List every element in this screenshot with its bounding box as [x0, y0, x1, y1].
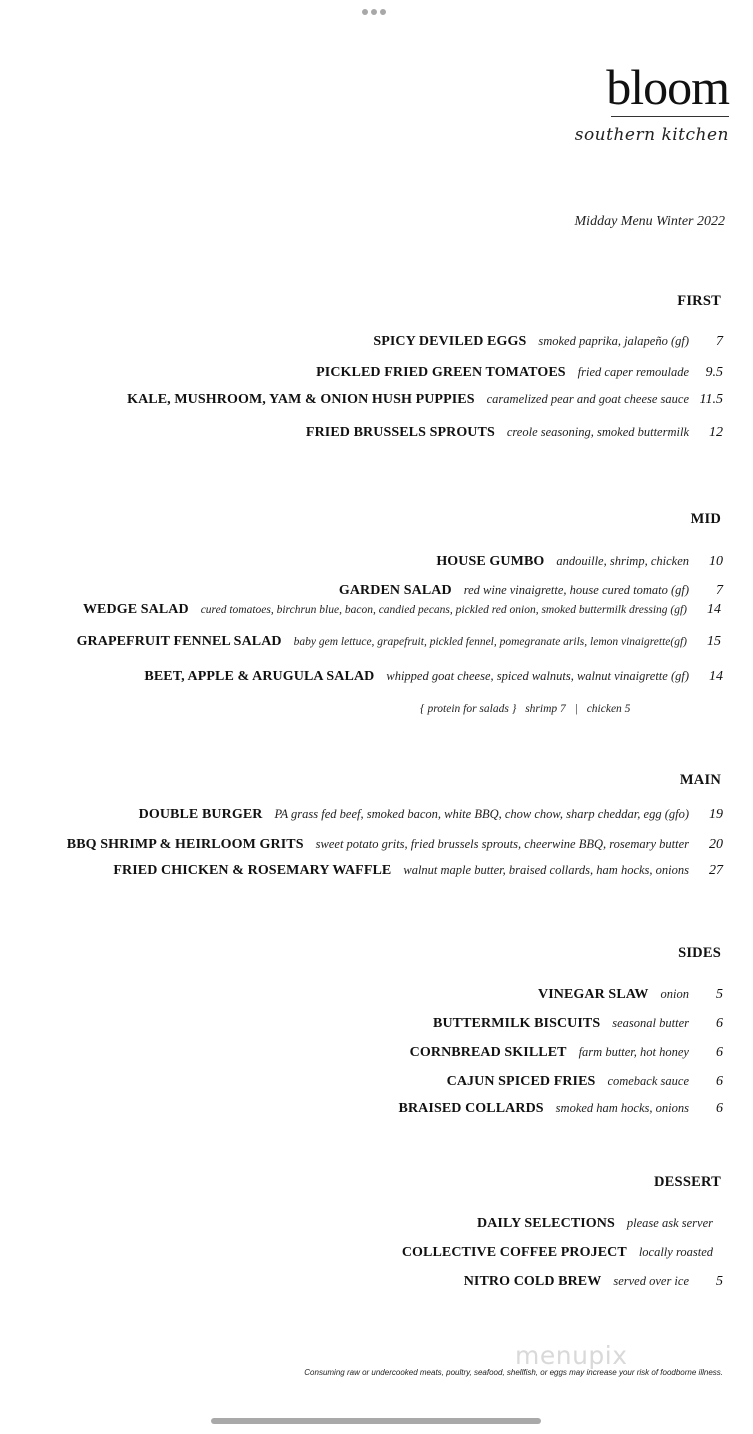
menu-item	[399, 1101, 723, 1117]
item-name: PICKLED FRIED GREEN TOMATOES	[316, 365, 566, 380]
item-price: 6	[716, 1016, 723, 1031]
item-description: please ask server	[626, 1216, 713, 1230]
item-price: 5	[716, 1274, 723, 1289]
menu-item	[477, 1216, 723, 1232]
dot	[362, 9, 368, 15]
menu-item	[113, 863, 723, 879]
item-name: FRIED BRUSSELS SPROUTS	[305, 425, 495, 440]
item-description: sweet potato grits, fried brussels sprouts, cheerwine BBQ, rosemary butter	[315, 837, 689, 851]
item-price: 27	[709, 863, 723, 878]
item-price: 5	[716, 987, 723, 1002]
protein-note-shrimp: shrimp 7	[525, 703, 566, 715]
item-name: DOUBLE BURGER	[138, 807, 263, 822]
item-name: HOUSE GUMBO	[436, 554, 545, 569]
menu-item	[436, 554, 723, 570]
item-description: creole seasoning, smoked buttermilk	[506, 425, 689, 439]
item-description: farm butter, hot honey	[578, 1045, 689, 1059]
menu-item	[316, 365, 723, 381]
brand-rule	[611, 116, 729, 117]
item-name: NITRO COLD BREW	[463, 1274, 602, 1289]
item-name: BUTTERMILK BISCUITS	[433, 1016, 601, 1031]
item-description: smoked ham hocks, onions	[555, 1101, 689, 1115]
watermark: menupix	[515, 1341, 628, 1370]
menu-item	[464, 1274, 723, 1290]
item-price: 10	[709, 554, 723, 569]
menu-item	[306, 425, 723, 441]
item-price: 7	[716, 583, 723, 598]
protein-note-label: { protein for salads }	[420, 703, 517, 715]
item-price: 14	[707, 602, 721, 617]
item-name: CAJUN SPICED FRIES	[446, 1074, 596, 1089]
item-name: COLLECTIVE COFFEE PROJECT	[401, 1245, 627, 1260]
item-description: served over ice	[613, 1274, 689, 1288]
section-title-first: FIRST	[677, 293, 721, 309]
section-title-dessert: DESSERT	[654, 1174, 721, 1190]
section-title-sides: SIDES	[678, 945, 721, 961]
brand-tagline: southern kitchen	[574, 125, 729, 145]
item-price: 11.5	[699, 392, 723, 407]
menu-item	[410, 1045, 723, 1061]
item-description: onion	[660, 987, 689, 1001]
item-name: BRAISED COLLARDS	[398, 1101, 544, 1116]
item-description: red wine vinaigrette, house cured tomato (gf)	[463, 583, 689, 597]
menu-item	[402, 1245, 723, 1261]
item-name: BBQ SHRIMP & HEIRLOOM GRITS	[66, 837, 304, 852]
more-options-icon[interactable]	[362, 9, 386, 15]
protein-note	[420, 703, 636, 715]
menu-item	[67, 837, 723, 853]
menu-item	[83, 602, 721, 618]
brand-logo	[575, 60, 729, 145]
brand-name: bloom	[606, 59, 729, 115]
menu-item	[339, 583, 723, 599]
item-price: 7	[716, 334, 723, 349]
item-name: WEDGE SALAD	[82, 602, 189, 617]
section-title-main: MAIN	[679, 772, 721, 788]
item-name: GRAPEFRUIT FENNEL SALAD	[76, 634, 282, 649]
item-description: fried caper remoulade	[577, 365, 689, 379]
menu-item	[77, 634, 721, 650]
item-description: baby gem lettuce, grapefruit, pickled fennel, pomegranate arils, lemon vinaigrette(gf)	[293, 636, 687, 648]
item-name: KALE, MUSHROOM, YAM & ONION HUSH PUPPIES	[127, 392, 475, 407]
menu-item	[139, 807, 723, 823]
item-description: walnut maple butter, braised collards, ham hocks, onions	[403, 863, 689, 877]
menu-item	[373, 334, 723, 350]
item-description: cured tomatoes, birchrun blue, bacon, candied pecans, pickled red onion, smoked buttermilk dressing (gf)	[200, 604, 687, 616]
protein-note-chicken: chicken 5	[586, 703, 631, 715]
item-name: SPICY DEVILED EGGS	[373, 334, 527, 349]
item-price: 6	[716, 1074, 723, 1089]
item-price: 19	[709, 807, 723, 822]
section-title-mid: MID	[690, 511, 721, 527]
item-name: GARDEN SALAD	[338, 583, 452, 598]
item-description: comeback sauce	[607, 1074, 689, 1088]
item-price: 15	[707, 634, 721, 649]
item-description: seasonal butter	[612, 1016, 689, 1030]
item-description: andouille, shrimp, chicken	[556, 554, 689, 568]
item-price: 20	[709, 837, 723, 852]
item-name: BEET, APPLE & ARUGULA SALAD	[144, 669, 375, 684]
menu-item	[447, 1074, 723, 1090]
item-description: whipped goat cheese, spiced walnuts, walnut vinaigrette (gf)	[386, 669, 689, 683]
protein-note-separator: |	[574, 703, 578, 715]
item-name: CORNBREAD SKILLET	[409, 1045, 567, 1060]
disclaimer: Consuming raw or undercooked meats, poultry, seafood, shellfish, or eggs may increase your risk of foodborne illness.	[304, 1368, 723, 1377]
item-description: PA grass fed beef, smoked bacon, white BBQ, chow chow, sharp cheddar, egg (gfo)	[274, 807, 689, 821]
menu-item	[144, 669, 723, 685]
item-price: 14	[709, 669, 723, 684]
item-name: VINEGAR SLAW	[538, 987, 649, 1002]
menu-item	[127, 392, 723, 408]
item-description: caramelized pear and goat cheese sauce	[486, 392, 689, 406]
item-description: locally roasted	[638, 1245, 713, 1259]
item-price: 6	[716, 1045, 723, 1060]
menu-title: Midday Menu Winter 2022	[574, 214, 725, 229]
dot	[371, 9, 377, 15]
dot	[380, 9, 386, 15]
menu-item	[538, 987, 723, 1003]
menu-item	[433, 1016, 723, 1032]
item-price: 6	[716, 1101, 723, 1116]
home-indicator[interactable]	[211, 1418, 541, 1424]
item-description: smoked paprika, jalapeño (gf)	[538, 334, 689, 348]
item-name: FRIED CHICKEN & ROSEMARY WAFFLE	[113, 863, 392, 878]
item-price: 9.5	[705, 365, 723, 380]
item-price: 12	[709, 425, 723, 440]
item-name: DAILY SELECTIONS	[477, 1216, 615, 1231]
